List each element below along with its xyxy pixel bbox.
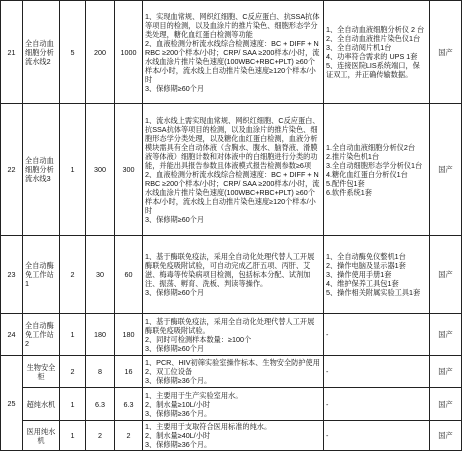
description-line: 2、血液检测分析流水线综合检测速度：BC + DIFF + NRBC ≥200个样本/小时；CRP/ SAA ≥200样本/小时，流水线血涂片推片染色速度(100WBC+RBC+PLT) ≥60个样本/小时，流水线上自动推片染色速度≥120个样本/小时 <box>145 38 320 84</box>
item-number: 23 <box>1 236 23 314</box>
description-line: 2、血液检测分析流水线综合检测速度：BC + DIFF + NRBC ≥200个样本/小时；CRP/ SAA ≥200样本/小时，流水线血涂片推片染色速度(100WBC+RBC+PLT) ≥60个样本/小时，流水线上自动推片染色速度≥120个样本/小时 <box>145 169 320 215</box>
total-price: 1000 <box>115 1 143 104</box>
description-line: 1、基于酶联免疫法，采用全自动化处理代替人工开展酶联免疫吸附试验，可自动完成乙肝五项、丙肝、艾滋、梅毒等传染病项目检测，包括标本分配、试剂加注、振荡、孵育、洗板、判读等操作。 <box>145 252 315 288</box>
config-line: 3.全自动细胞形态学分析仪1台 <box>326 160 423 170</box>
table-row <box>1 388 462 421</box>
config-line: 5、操作相关附属实验工具1套 <box>326 288 421 297</box>
description-line: 1、主要用于生产实验室用水。 <box>145 390 243 400</box>
item-number: 25 <box>1 356 23 451</box>
origin: 国产 <box>430 104 462 236</box>
origin: 国产 <box>430 421 462 451</box>
config-line: 4.糖化血红蛋白分析仪1台 <box>326 169 408 179</box>
description-line: 3、保修期≥60个月 <box>145 214 205 224</box>
quantity: 1 <box>60 104 86 236</box>
origin: 国产 <box>430 314 462 356</box>
configuration: - <box>324 314 430 356</box>
config-line: 6.软件系统1套 <box>326 187 372 197</box>
unit-price: 30 <box>86 236 115 314</box>
config-line: 4、功率符合需求的 UPS 1套 <box>326 52 418 61</box>
description <box>143 388 324 421</box>
equipment-name: 全自动血细胞分析流水线3 <box>23 104 60 236</box>
equipment-name: 全自动酶免工作站1 <box>23 236 60 314</box>
table-row <box>1 236 462 314</box>
item-number: 24 <box>1 314 23 356</box>
quantity: 2 <box>60 236 86 314</box>
configuration <box>324 1 430 104</box>
origin: 国产 <box>430 388 462 421</box>
table-row <box>1 421 462 451</box>
total-price: 16 <box>115 356 143 388</box>
description-line: 3、保修期≥60个月 <box>145 288 205 297</box>
description <box>143 314 324 356</box>
description-line: 1、实现血常规、网织红细胞、C反应蛋白、抗SSA抗体等项目的检测，以及血涂片的推片染色、细胞形态学分类处理，糖化血红蛋白检测等功能 <box>145 11 320 39</box>
table-row <box>1 1 462 104</box>
total-price: 2 <box>115 421 143 451</box>
quantity: 1 <box>60 314 86 356</box>
equipment-name: 超纯水机 <box>23 388 60 421</box>
configuration <box>324 104 430 236</box>
description-line: 2、同时可检测样本数量：≥100个 <box>145 334 252 344</box>
configuration: - <box>324 388 430 421</box>
description <box>143 1 324 104</box>
config-line: 2、全自动血液推片染色仪1台 <box>326 34 421 43</box>
total-price: 60 <box>115 236 143 314</box>
description-line: 3、保修期≥36个月。 <box>145 376 212 385</box>
table-row <box>1 104 462 236</box>
unit-price: 6.3 <box>86 388 115 421</box>
description-line: 1、基于酶联免疫法，采用全自动化处理代替人工开展酶联免疫吸附试验。 <box>145 316 315 335</box>
description-line: 1、主要用于支取符合医用标准的纯水。 <box>145 422 272 431</box>
description-line: 2、双工位设备 <box>145 367 193 376</box>
config-line: 5.配件包1套 <box>326 178 365 188</box>
quantity: 2 <box>60 356 86 388</box>
config-line: 1、全自动酶免仪整机1台 <box>326 252 406 261</box>
configuration: - <box>324 421 430 451</box>
description-line: 3、保修期≥36个月。 <box>145 440 212 449</box>
quantity: 1 <box>60 388 86 421</box>
description-line: 3、保修期≥60个月 <box>145 343 205 353</box>
total-price: 300 <box>115 104 143 236</box>
configuration <box>324 236 430 314</box>
origin: 国产 <box>430 236 462 314</box>
config-line: 3、操作使用手册1套 <box>326 270 392 279</box>
equipment-name: 医用纯水机 <box>23 421 60 451</box>
unit-price: 200 <box>86 1 115 104</box>
total-price: 180 <box>115 314 143 356</box>
description <box>143 421 324 451</box>
item-number: 21 <box>1 1 23 104</box>
description-line: 3、保修期≥60个月 <box>145 83 205 93</box>
config-line: 5、连接医院LIS系统端口，保证双工，并正确传输数据。 <box>326 61 420 79</box>
equipment-name: 生物安全柜 <box>23 356 60 388</box>
equipment-name: 全自动血细胞分析流水线2 <box>23 1 60 104</box>
description <box>143 104 324 236</box>
config-line: 4、维护保养工具包1套 <box>326 279 399 288</box>
description-line: 1、PCR、HIV初筛实验室操作标本、生物安全防护使用 <box>145 358 320 367</box>
unit-price: 180 <box>86 314 115 356</box>
description <box>143 236 324 314</box>
unit-price: 8 <box>86 356 115 388</box>
origin: 国产 <box>430 356 462 388</box>
description <box>143 356 324 388</box>
equipment-name: 全自动酶免工作站2 <box>23 314 60 356</box>
config-line: 2.推片染色机1台 <box>326 151 380 161</box>
item-number: 22 <box>1 104 23 236</box>
config-line: 2、操作电脑及显示器1套 <box>326 261 406 270</box>
config-line: 3、全自动阅片机1台 <box>326 43 392 52</box>
config-line: 1.全自动血液细胞分析仪2台 <box>326 142 416 152</box>
description-line: 2、制水量≥40L/小时 <box>145 431 211 440</box>
unit-price: 2 <box>86 421 115 451</box>
configuration: - <box>324 356 430 388</box>
description-line: 3、保修期≥36个月。 <box>145 408 212 418</box>
table-row <box>1 356 462 388</box>
table-row <box>1 314 462 356</box>
total-price: 6.3 <box>115 388 143 421</box>
unit-price: 300 <box>86 104 115 236</box>
origin: 国产 <box>430 1 462 104</box>
quantity: 5 <box>60 1 86 104</box>
quantity: 1 <box>60 421 86 451</box>
description-line: 1、流水线上需实现血常规、网织红细胞、C反应蛋白、抗SSA抗体等项目的检测，以及血涂片的推片染色、细胞形态学分类处理，以及糖化血红蛋白检测，血液分析模块需具有全自动体液（含胸水、腹水、脑脊液、滑膜液等体液）细胞计数和对体液中的白细胞进行分类的功能，并能出具报告参数且体液模式报告检测参数≥6项 <box>145 115 320 170</box>
config-line: 1、全自动血液细胞分析仪 2 台 <box>326 25 425 34</box>
description-line: 2、制水量≥10L/小时 <box>145 399 211 409</box>
